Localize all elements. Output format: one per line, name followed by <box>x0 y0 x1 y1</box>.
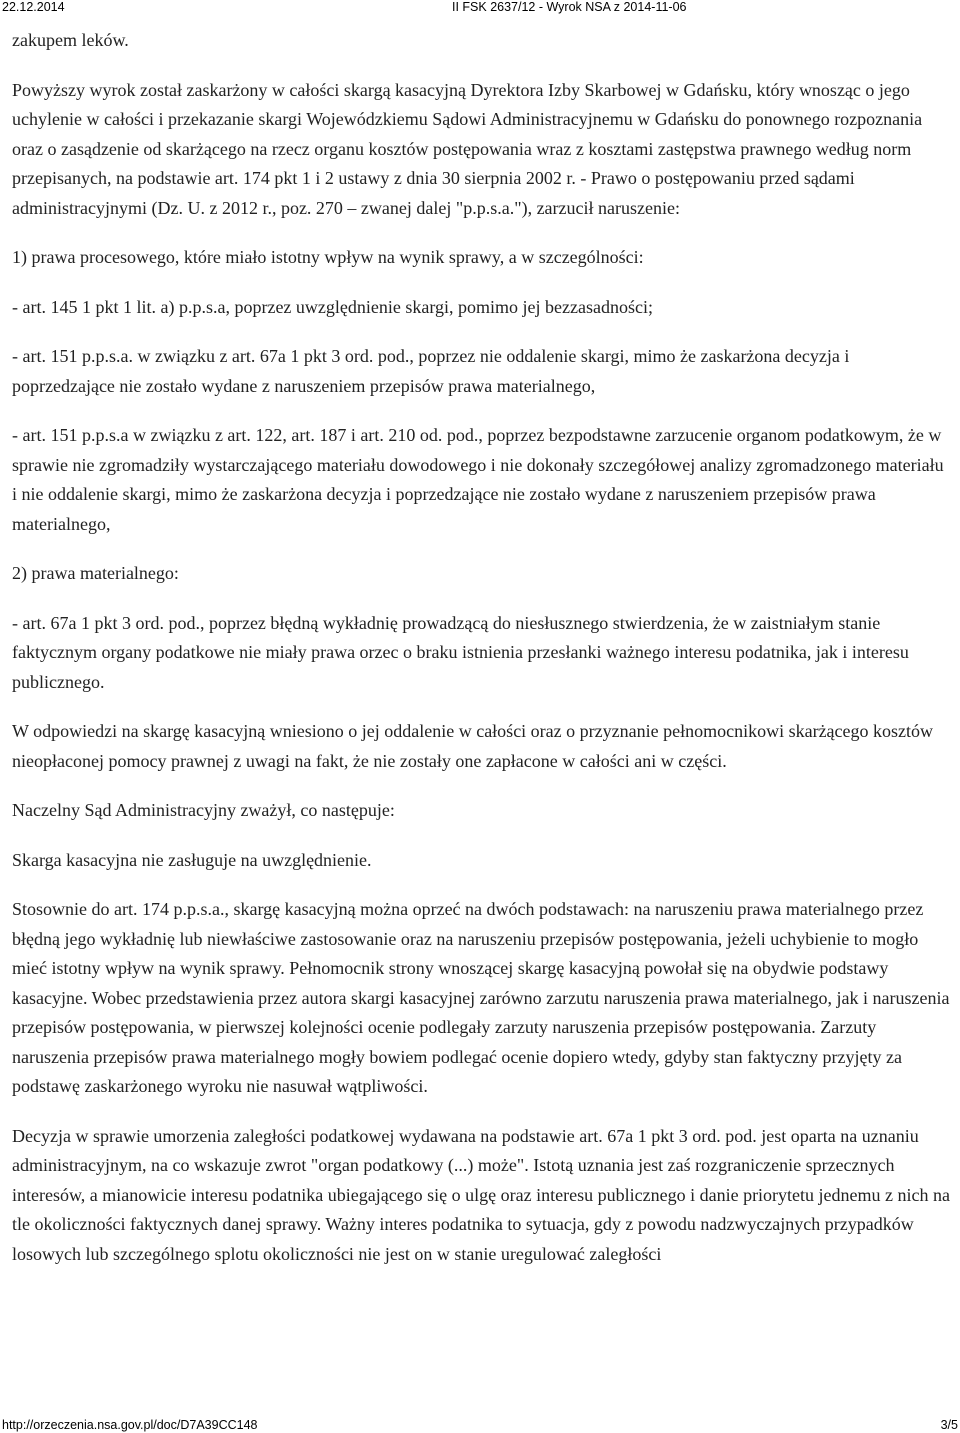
footer-page-number: 3/5 <box>940 1418 958 1432</box>
paragraph-6: 2) prawa materialnego: <box>12 563 179 583</box>
footer-url[interactable]: http://orzeczenia.nsa.gov.pl/doc/D7A39CC148 <box>2 1418 258 1432</box>
paragraph-7: - art. 67a 1 pkt 3 ord. pod., poprzez błędną wykładnię prowadzącą do niesłusznego stwierdzenia, że w zaistniałym stanie faktycznym organy podatkowe nie miały prawa orzec o braku istnienia przesłanki ważnego interesu podatnika, jak i interesu publicznego. <box>12 612 909 692</box>
paragraph-8: W odpowiedzi na skargę kasacyjną wniesiono o jej oddalenie w całości oraz o przyznanie pełnomocnikowi skarżącego kosztów nieopłaconej pomocy prawnej z uwagi na fakt, że nie zostały one zapłacone w całości ani w części. <box>12 721 934 771</box>
paragraph-0: zakupem leków. <box>12 30 129 50</box>
paragraph-1: Powyższy wyrok został zaskarżony w całości skargą kasacyjną Dyrektora Izby Skarbowej w Gdańsku, który wnosząc o jego uchylenie w całości i przekazanie skargi Wojewódzkiemu Sądowi Administracyjnemu w Gdańsku do ponownego rozpoznania oraz o zasądzenie od skarżącego na rzecz organu kosztów postępowania wraz z kosztami zastępstwa prawnego według norm przepisanych, na podstawie art. 174 pkt 1 i 2 ustawy z dnia 30 sierpnia 2002 r. - Prawo o postępowaniu przed sądami administracyjnymi (Dz. U. z 2012 r., poz. 270 – zwanej dalej "p.p.s.a."), zarzucił naruszenie: <box>12 79 923 218</box>
paragraph-2: 1) prawa procesowego, które miało istotny wpływ na wynik sprawy, a w szczególności: <box>12 247 644 267</box>
paragraph-9: Naczelny Sąd Administracyjny zważył, co następuje: <box>12 800 395 820</box>
paragraph-5: - art. 151 p.p.s.a w związku z art. 122, art. 187 i art. 210 od. pod., poprzez bezpodstawne zarzucenie organom podatkowym, że w sprawie nie zgromadziły wystarczającego materiału dowodowego i nie dokonały szczegółowej analizy zgromadzonego materiału i nie oddalenie skargi, mimo że zaskarżona decyzja i poprzedzające nie zostało wydane z naruszeniem przepisów prawa materialnego, <box>12 425 944 534</box>
paragraph-4: - art. 151 p.p.s.a. w związku z art. 67a 1 pkt 3 ord. pod., poprzez nie oddalenie skargi, mimo że zaskarżona decyzja i poprzedzające nie zostało wydane z naruszeniem przepisów prawa materialnego, <box>12 346 850 396</box>
document-body <box>12 26 952 1289</box>
paragraph-12: Decyzja w sprawie umorzenia zaległości podatkowej wydawana na podstawie art. 67a 1 pkt 3 ord. pod. jest oparta na uznaniu administracyjnym, na co wskazuje zwrot "organ podatkowy (...) może". Istotą uznania jest zaś rozgraniczenie sprzecznych interesów, a mianowicie interesu podatnika ubiegającego się o ulgę oraz interesu publicznego i danie priorytetu jednemu z nich na tle okoliczności faktycznych danej sprawy. Ważny interes podatnika to sytuacja, gdy z powodu nadzwyczajnych przypadków losowych lub szczególnego splotu okoliczności nie jest on w stanie uregulować zaległości <box>12 1125 950 1264</box>
header-case-title: II FSK 2637/12 - Wyrok NSA z 2014-11-06 <box>452 0 687 14</box>
paragraph-11: Stosownie do art. 174 p.p.s.a., skargę kasacyjną można oprzeć na dwóch podstawach: na naruszeniu prawa materialnego przez błędną jego wykładnię lub niewłaściwe zastosowanie oraz na naruszeniu przepisów postępowania, jeżeli uchybienie to mogło mieć istotny wpływ na wynik sprawy. Pełnomocnik strony wnoszącej skargę kasacyjną powołał się na obydwie podstawy kasacyjne. Wobec przedstawienia przez autora skargi kasacyjnej zarówno zarzutu naruszenia prawa materialnego, jak i naruszenia przepisów postępowania, w pierwszej kolejności ocenie podlegały zarzuty naruszenia przepisów postępowania. Zarzuty naruszenia przepisów prawa materialnego mogły bowiem podlegać ocenie dopiero wtedy, gdyby stan faktyczny przyjęty za podstawę zaskarżonego wyroku nie nasuwał wątpliwości. <box>12 899 950 1096</box>
paragraph-10: Skarga kasacyjna nie zasługuje na uwzględnienie. <box>12 849 372 870</box>
header-date: 22.12.2014 <box>2 0 65 14</box>
paragraph-3: - art. 145 1 pkt 1 lit. a) p.p.s.a, poprzez uwzględnienie skargi, pomimo jej bezzasadności; <box>12 296 653 317</box>
